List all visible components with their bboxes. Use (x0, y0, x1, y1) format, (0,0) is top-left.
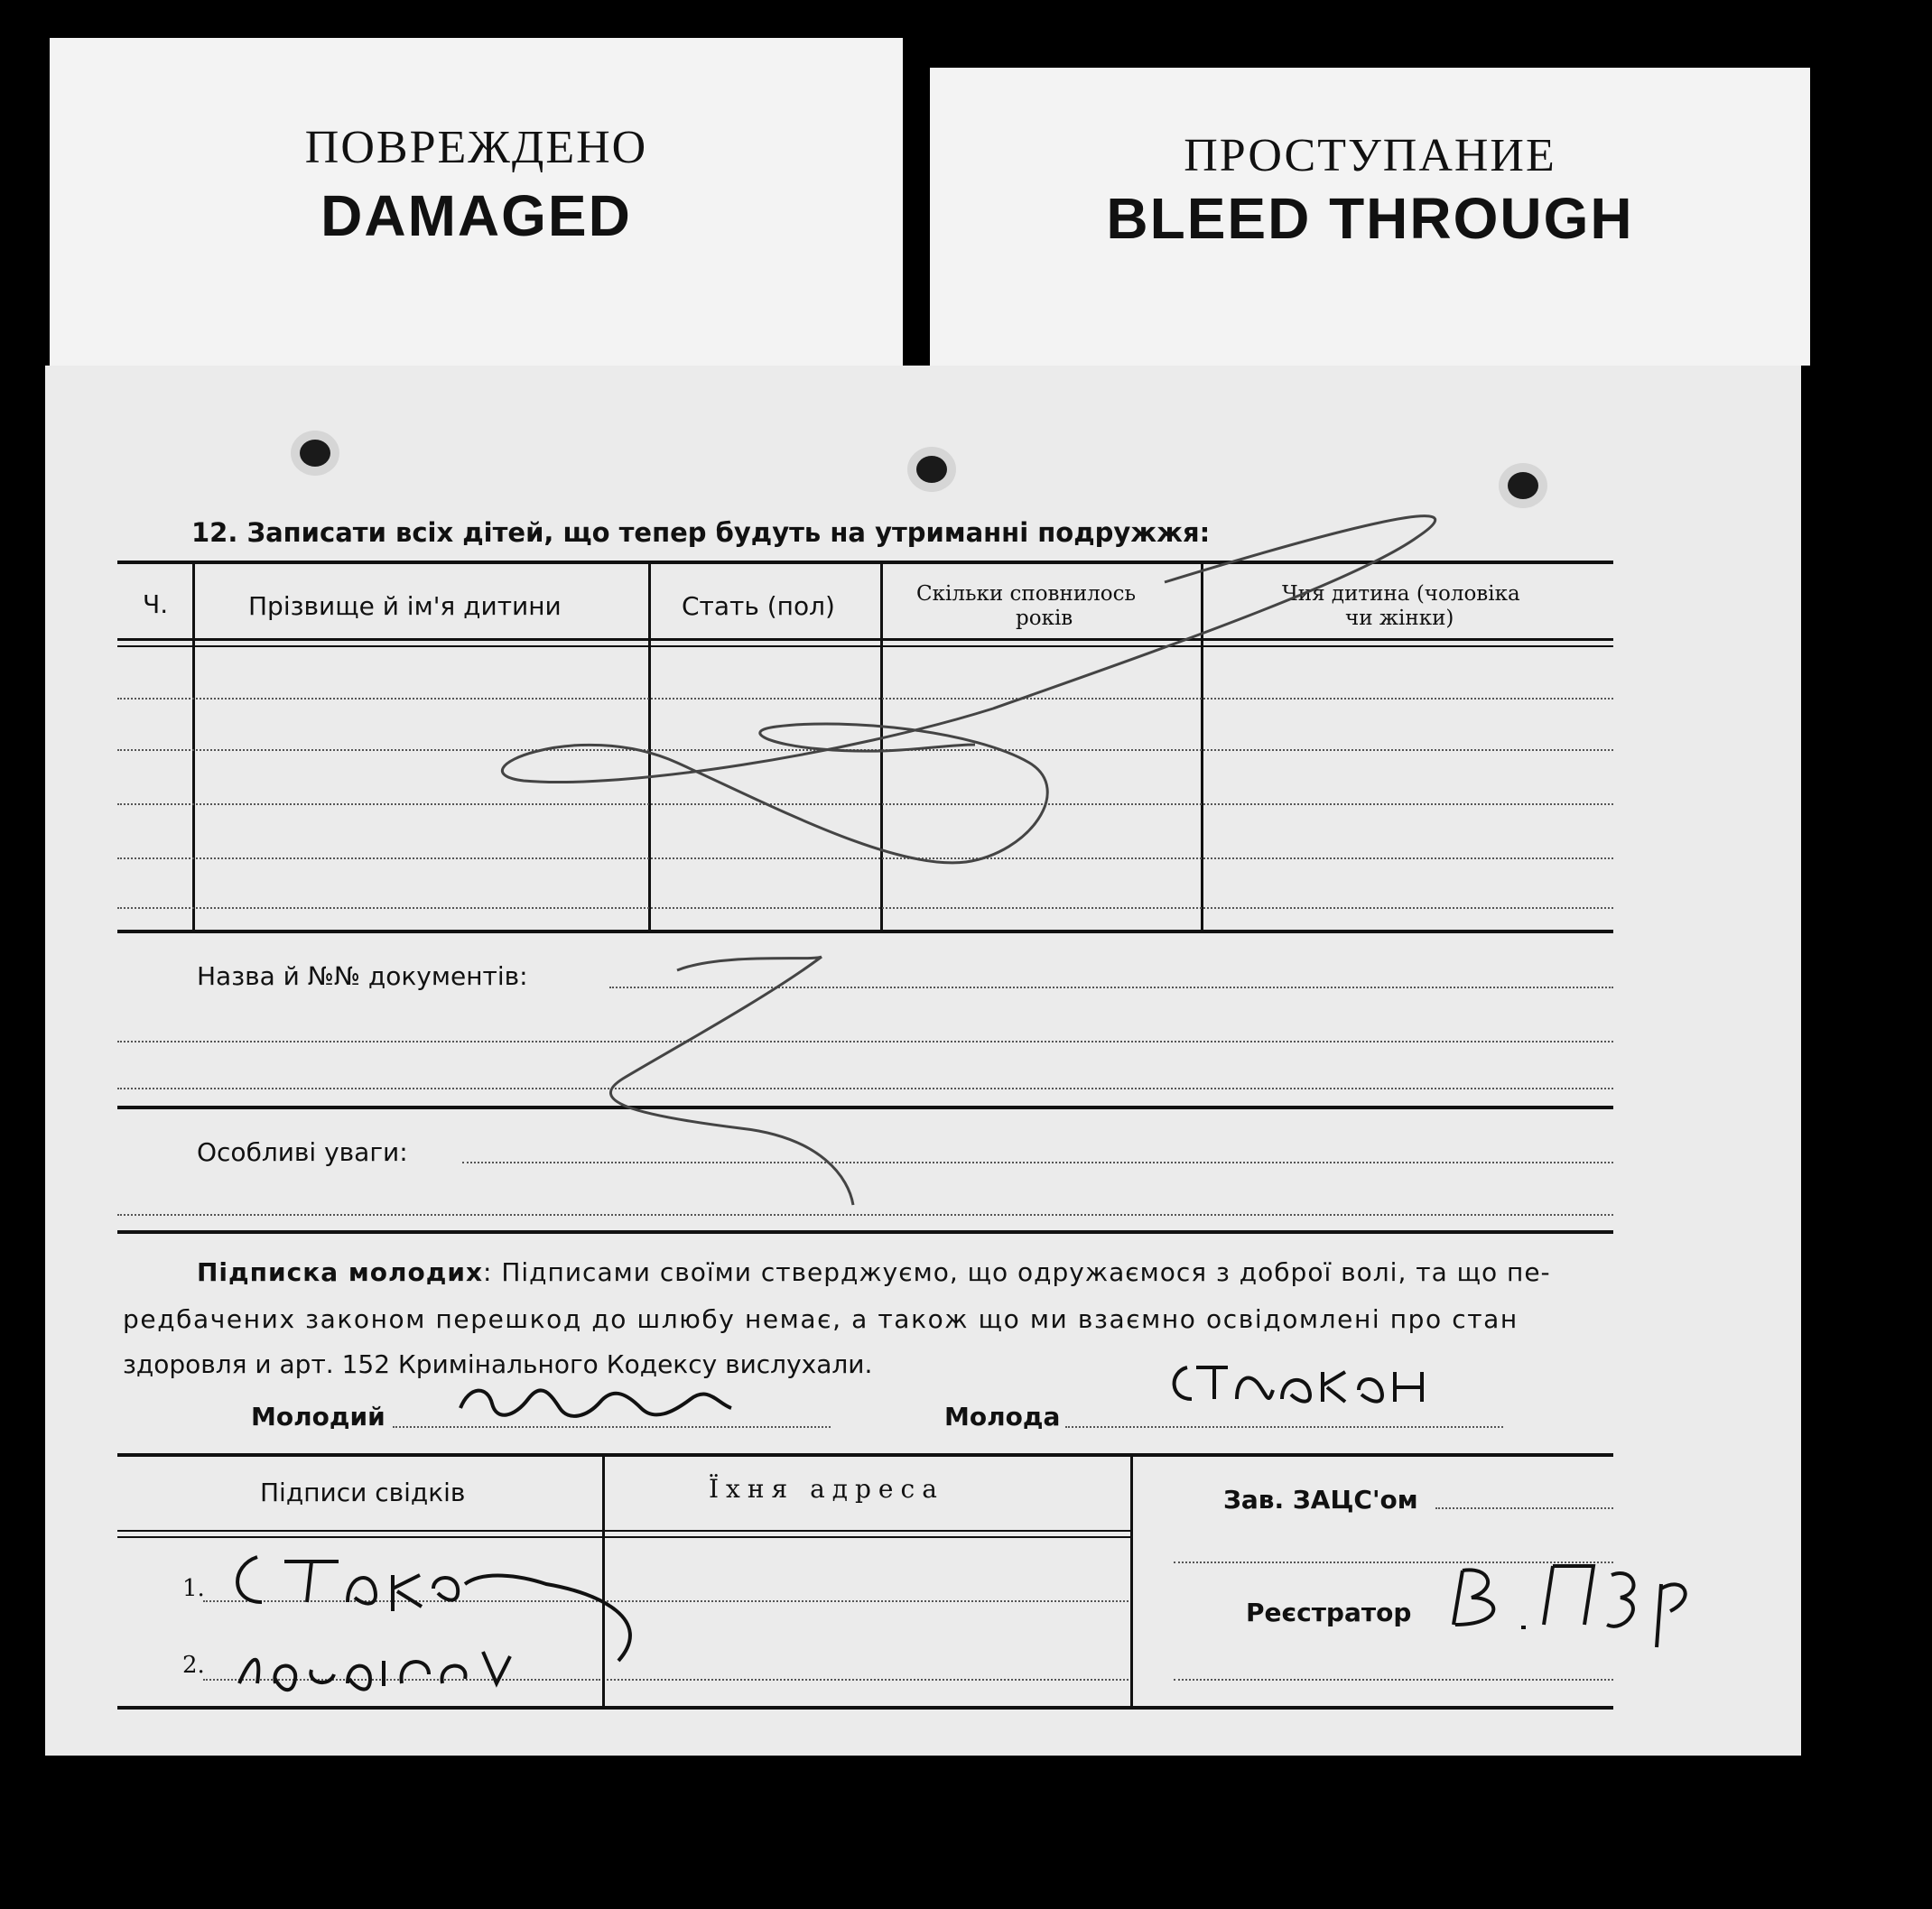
damaged-label-en: DAMAGED (320, 183, 632, 248)
section-title: 12. Записати всіх дітей, що тепер будуть на утриманні подружжя: (191, 517, 1211, 548)
bleed-through-label-card (930, 68, 1810, 366)
declaration-line-2: редбачених законом перешкод до шлюбу немає, а також що ми взаємно освідомлені про стан (123, 1304, 1519, 1334)
witnesses-header: Підписи свідків (260, 1478, 466, 1507)
address-header: Їхня адреса (709, 1474, 944, 1504)
col-header-age-2: років (1016, 607, 1073, 630)
head-zags-line (1435, 1507, 1613, 1509)
bleed-through-marks (469, 492, 1553, 1241)
registrar-signature (1435, 1548, 1724, 1656)
punch-hole (300, 440, 330, 467)
registrar-label: Реєстратор (1246, 1598, 1412, 1627)
groom-label: Молодий (251, 1402, 385, 1432)
declaration-line-1 (197, 1257, 1551, 1287)
witness-block-top-rule (117, 1453, 1613, 1457)
documents-label: Назва й №№ документів: (197, 961, 528, 991)
bride-signature (1165, 1349, 1454, 1422)
bleed-through-label-en: BLEED THROUGH (1106, 186, 1634, 251)
damaged-label-ru: ПОВРЕЖДЕНО (304, 122, 648, 173)
groom-signature (451, 1367, 740, 1431)
bride-label: Молода (944, 1402, 1061, 1432)
punch-hole (916, 456, 947, 483)
registrar-col-divider (1130, 1457, 1133, 1707)
col-header-age-1: Скільки сповнилось (916, 582, 1137, 606)
declaration-text-1: : Підписами своїми стверджуємо, що одружаємося з доброї волі, та що пе- (483, 1257, 1551, 1287)
witness-2-signature (221, 1634, 582, 1697)
witness-header-rule (117, 1530, 1130, 1532)
col-header-num: Ч. (143, 589, 169, 619)
registrar-line (1174, 1679, 1613, 1681)
col-header-child-name: Прізвище й ім'я дитини (248, 591, 562, 621)
col-header-sex: Стать (пол) (682, 591, 835, 621)
address-line-1 (607, 1600, 1129, 1602)
notes-label: Особливі уваги: (197, 1137, 408, 1167)
witness-block-bottom-rule (117, 1706, 1613, 1710)
witness-header-rule-2 (117, 1536, 1130, 1538)
damaged-label-card (50, 38, 903, 372)
witness-number-1: 1. (182, 1575, 205, 1602)
declaration-line-3: здоровля и арт. 152 Кримінального Кодексу вислухали. (123, 1349, 873, 1379)
form-sheet (45, 366, 1801, 1756)
declaration-title: Підписка молодих (197, 1257, 484, 1287)
address-line-2 (607, 1679, 1129, 1681)
head-zags-label: Зав. ЗАЦС'ом (1223, 1485, 1418, 1515)
col-header-whose-2: чи жінки) (1345, 607, 1454, 630)
col-header-whose-1: Чия дитина (чоловіка (1282, 582, 1520, 606)
witness-number-2: 2. (182, 1652, 205, 1679)
bride-signature-line (1065, 1426, 1503, 1428)
table-col-divider (192, 564, 195, 930)
bleed-through-label-ru: ПРОСТУПАНИЕ (1184, 130, 1556, 181)
